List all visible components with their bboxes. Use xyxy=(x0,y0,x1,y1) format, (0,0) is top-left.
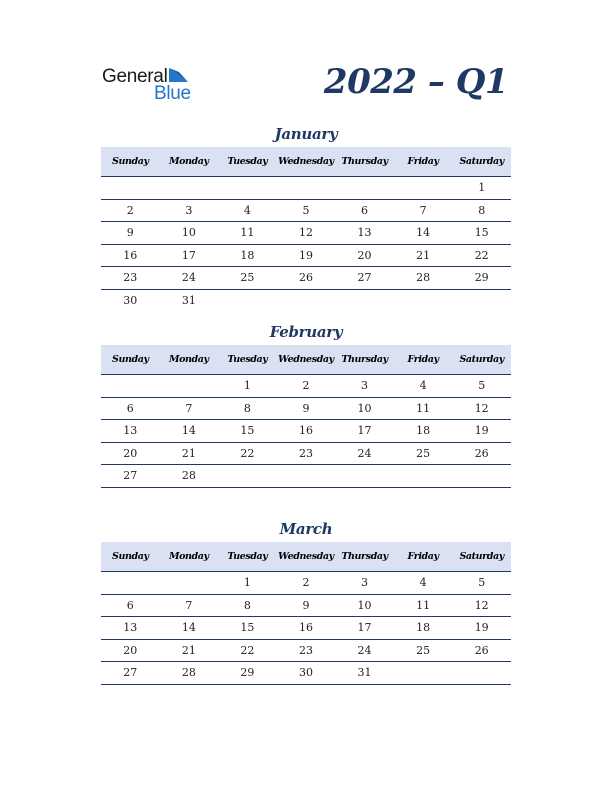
day-cell: 26 xyxy=(277,267,336,290)
day-cell: 6 xyxy=(101,594,160,617)
month-march xyxy=(101,518,511,685)
weekday-header: Sunday xyxy=(101,345,160,375)
day-cell: 4 xyxy=(394,375,453,398)
calendar-table xyxy=(101,147,511,311)
day-cell: 24 xyxy=(160,267,219,290)
day-cell: 17 xyxy=(335,617,394,640)
day-cell: 17 xyxy=(335,420,394,443)
day-cell: 7 xyxy=(160,397,219,420)
day-cell: 25 xyxy=(218,267,277,290)
day-cell: 20 xyxy=(101,442,160,465)
day-cell: 20 xyxy=(101,639,160,662)
weekday-header: Sunday xyxy=(101,147,160,177)
day-cell: 8 xyxy=(218,594,277,617)
day-cell: 4 xyxy=(218,199,277,222)
day-cell: 16 xyxy=(277,420,336,443)
day-cell: 22 xyxy=(218,639,277,662)
day-cell: 21 xyxy=(394,244,453,267)
day-cell xyxy=(160,375,219,398)
day-cell: 31 xyxy=(335,662,394,685)
page-title: 2022 – Q1 xyxy=(323,62,508,102)
weekday-header: Friday xyxy=(394,345,453,375)
week-row xyxy=(101,594,511,617)
day-cell: 12 xyxy=(277,222,336,245)
day-cell xyxy=(160,177,219,200)
week-row xyxy=(101,397,511,420)
day-cell: 4 xyxy=(394,572,453,595)
day-cell: 23 xyxy=(277,639,336,662)
weekday-header: Tuesday xyxy=(218,345,277,375)
day-cell: 27 xyxy=(101,465,160,488)
month-february xyxy=(101,321,511,488)
day-cell xyxy=(218,289,277,311)
month-title: March xyxy=(279,520,333,538)
day-cell: 29 xyxy=(218,662,277,685)
day-cell: 8 xyxy=(452,199,511,222)
day-cell xyxy=(335,289,394,311)
day-cell: 3 xyxy=(335,572,394,595)
day-cell: 23 xyxy=(277,442,336,465)
week-row xyxy=(101,639,511,662)
day-cell: 10 xyxy=(160,222,219,245)
day-cell: 1 xyxy=(452,177,511,200)
day-cell: 13 xyxy=(101,617,160,640)
day-cell: 28 xyxy=(160,662,219,685)
day-cell: 5 xyxy=(452,375,511,398)
day-cell: 2 xyxy=(101,199,160,222)
day-cell: 11 xyxy=(394,594,453,617)
weekday-header: Thursday xyxy=(335,147,394,177)
weekday-header: Monday xyxy=(160,345,219,375)
day-cell xyxy=(101,572,160,595)
week-row xyxy=(101,617,511,640)
day-cell: 18 xyxy=(218,244,277,267)
day-cell xyxy=(394,177,453,200)
day-cell: 13 xyxy=(335,222,394,245)
day-cell: 6 xyxy=(335,199,394,222)
day-cell: 25 xyxy=(394,442,453,465)
day-cell: 30 xyxy=(123,293,138,307)
day-cell xyxy=(452,289,511,311)
day-cell: 5 xyxy=(452,572,511,595)
day-cell: 15 xyxy=(218,617,277,640)
day-cell: 26 xyxy=(452,639,511,662)
day-cell: 28 xyxy=(394,267,453,290)
day-cell: 2 xyxy=(277,572,336,595)
day-cell: 9 xyxy=(101,222,160,245)
week-row xyxy=(101,442,511,465)
day-cell: 20 xyxy=(335,244,394,267)
day-cell: 7 xyxy=(160,594,219,617)
month-title: January xyxy=(274,125,338,143)
day-cell: 11 xyxy=(394,397,453,420)
day-cell: 1 xyxy=(218,572,277,595)
day-cell: 26 xyxy=(452,442,511,465)
week-row xyxy=(101,420,511,443)
week-row xyxy=(101,465,511,488)
day-cell xyxy=(101,375,160,398)
week-row xyxy=(101,375,511,398)
week-row xyxy=(101,289,511,311)
day-cell: 9 xyxy=(277,594,336,617)
day-cell xyxy=(218,465,277,488)
day-cell xyxy=(277,289,336,311)
day-cell: 24 xyxy=(335,442,394,465)
weekday-header: Thursday xyxy=(335,345,394,375)
day-cell: 22 xyxy=(452,244,511,267)
day-cell: 19 xyxy=(452,617,511,640)
weekday-header: Friday xyxy=(394,542,453,572)
calendar-table xyxy=(101,345,511,488)
day-cell: 12 xyxy=(452,594,511,617)
day-cell: 2 xyxy=(277,375,336,398)
calendar-table xyxy=(101,542,511,685)
week-row xyxy=(101,662,511,685)
day-cell: 16 xyxy=(277,617,336,640)
day-cell: 10 xyxy=(335,397,394,420)
week-row xyxy=(101,244,511,267)
day-cell: 13 xyxy=(101,420,160,443)
day-cell xyxy=(452,465,511,488)
weekday-header: Monday xyxy=(160,147,219,177)
weekday-header: Thursday xyxy=(335,542,394,572)
weekday-header: Sunday xyxy=(101,542,160,572)
week-row xyxy=(101,222,511,245)
day-cell: 19 xyxy=(452,420,511,443)
weekday-header: Tuesday xyxy=(218,542,277,572)
day-cell xyxy=(335,177,394,200)
weekday-header: Wednesday xyxy=(277,542,336,572)
day-cell: 28 xyxy=(160,465,219,488)
day-cell: 9 xyxy=(277,397,336,420)
day-cell: 10 xyxy=(335,594,394,617)
day-cell: 12 xyxy=(452,397,511,420)
day-cell: 3 xyxy=(160,199,219,222)
logo-word-general: General xyxy=(102,66,168,87)
week-row xyxy=(101,199,511,222)
day-cell xyxy=(160,572,219,595)
day-cell: 22 xyxy=(218,442,277,465)
day-cell: 30 xyxy=(277,662,336,685)
day-cell xyxy=(394,662,453,685)
day-cell xyxy=(277,177,336,200)
weekday-header: Wednesday xyxy=(277,345,336,375)
day-cell: 19 xyxy=(277,244,336,267)
day-cell: 11 xyxy=(218,222,277,245)
day-cell: 18 xyxy=(394,617,453,640)
day-cell: 7 xyxy=(394,199,453,222)
day-cell xyxy=(335,465,394,488)
week-row xyxy=(101,572,511,595)
day-cell: 21 xyxy=(160,639,219,662)
day-cell: 25 xyxy=(394,639,453,662)
day-cell: 17 xyxy=(160,244,219,267)
day-cell: 23 xyxy=(101,267,160,290)
day-cell xyxy=(394,465,453,488)
logo-word-blue: Blue xyxy=(154,83,191,104)
day-cell: 14 xyxy=(160,617,219,640)
weekday-header: Friday xyxy=(394,147,453,177)
day-cell: 21 xyxy=(160,442,219,465)
day-cell: 27 xyxy=(335,267,394,290)
day-cell: 8 xyxy=(218,397,277,420)
day-cell xyxy=(277,465,336,488)
day-cell: 16 xyxy=(101,244,160,267)
day-cell xyxy=(218,177,277,200)
day-cell: 1 xyxy=(218,375,277,398)
month-january xyxy=(101,123,511,311)
day-cell: 3 xyxy=(335,375,394,398)
month-title: February xyxy=(269,323,343,341)
weekday-header: Wednesday xyxy=(277,147,336,177)
day-cell xyxy=(101,177,160,200)
brand-logo xyxy=(102,66,202,106)
day-cell: 27 xyxy=(101,662,160,685)
week-row xyxy=(101,267,511,290)
day-cell: 6 xyxy=(101,397,160,420)
weekday-header: Saturday xyxy=(452,542,511,572)
weekday-header: Saturday xyxy=(452,147,511,177)
day-cell: 29 xyxy=(452,267,511,290)
logo-flag-icon xyxy=(169,68,189,84)
day-cell: 14 xyxy=(394,222,453,245)
day-cell xyxy=(394,289,453,311)
day-cell: 15 xyxy=(452,222,511,245)
day-cell: 14 xyxy=(160,420,219,443)
weekday-header: Monday xyxy=(160,542,219,572)
day-cell: 18 xyxy=(394,420,453,443)
day-cell: 31 xyxy=(181,293,196,307)
weekday-header: Tuesday xyxy=(218,147,277,177)
day-cell: 24 xyxy=(335,639,394,662)
week-row xyxy=(101,177,511,200)
weekday-header: Saturday xyxy=(452,345,511,375)
day-cell: 15 xyxy=(218,420,277,443)
day-cell: 5 xyxy=(277,199,336,222)
day-cell xyxy=(452,662,511,685)
